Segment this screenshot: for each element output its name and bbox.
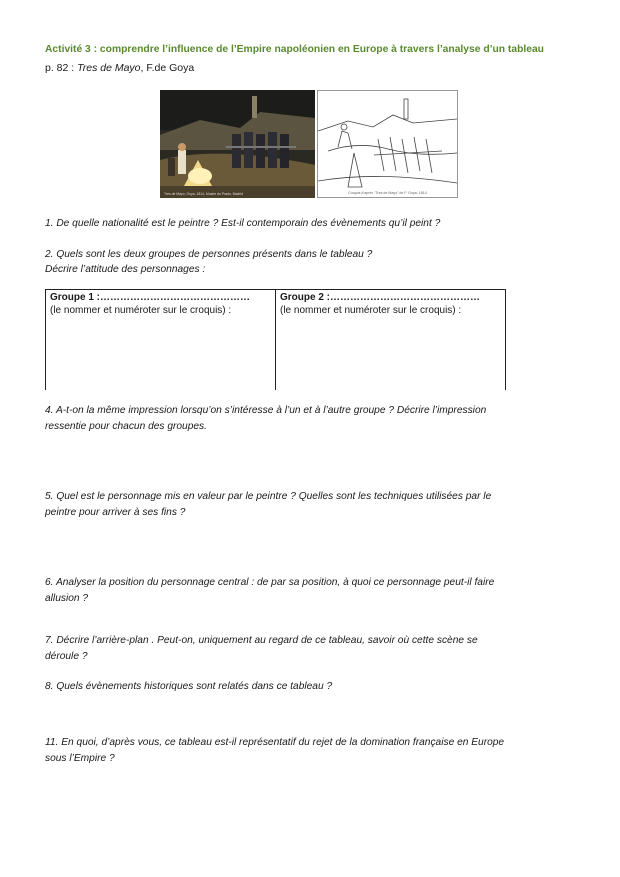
group-1-hint: (le nommer et numéroter sur le croquis) : <box>50 305 232 316</box>
question-6: 6. Analyser la position du personnage central : de par sa position, à quoi ce personnage peut-il faire <box>45 577 495 588</box>
group-2-hint: (le nommer et numéroter sur le croquis) : <box>280 305 462 316</box>
question-8: 8. Quels évènements historiques sont relatés dans ce tableau ? <box>45 681 333 692</box>
groups-table <box>45 289 506 390</box>
question-6-continued: allusion ? <box>45 593 89 604</box>
group-1-label: Groupe 1 :……………………………………… <box>50 292 251 303</box>
sketch-image <box>317 90 458 198</box>
question-2: 2. Quels sont les deux groupes de personnes présents dans le tableau ? <box>45 249 373 260</box>
question-11: 11. En quoi, d’après vous, ce tableau est-il représentatif du rejet de la domination française en Europe <box>45 737 505 748</box>
painting-image <box>160 90 315 198</box>
painting-caption: Tres de Mayo, Goya, 1814, Musée du Prado, Madrid <box>164 192 244 196</box>
sketch-graphic <box>318 91 457 197</box>
activity-title: Activité 3 : comprendre l’influence de l’Empire napoléonien en Europe à travers l’analyse d’un tableau <box>45 44 544 55</box>
ref-work-title: Tres de Mayo <box>77 62 141 74</box>
question-2-instruction: Décrire l’attitude des personnages : <box>45 264 206 275</box>
question-5-continued: peintre pour arriver à ses fins ? <box>45 507 186 518</box>
question-7-continued: déroule ? <box>45 651 88 662</box>
question-4: 4. A-t-on la même impression lorsqu’on s’intéresse à l’un et à l’autre groupe ? Décrire l’impression <box>45 405 487 416</box>
question-7: 7. Décrire l’arrière-plan . Peut-on, uniquement au regard de ce tableau, savoir où cette scène se <box>45 635 478 646</box>
question-1: 1. De quelle nationalité est le peintre ? Est-il contemporain des évènements qu’il peint ? <box>45 218 441 229</box>
group-1-cell[interactable] <box>46 290 276 391</box>
group-2-label: Groupe 2 :……………………………………… <box>280 292 481 303</box>
page-reference <box>45 62 194 74</box>
question-11-continued: sous l’Empire ? <box>45 753 115 764</box>
question-4-continued: ressentie pour chacun des groupes. <box>45 421 207 432</box>
ref-author: , F.de Goya <box>140 62 195 74</box>
groups-table-row <box>46 290 506 391</box>
painting-graphic <box>160 90 315 198</box>
sketch-caption: Croquis d’après “Tres de Mayo” de F. Goya, 1814 <box>348 191 427 195</box>
figure-block <box>160 90 458 200</box>
group-2-cell[interactable] <box>276 290 506 391</box>
question-5: 5. Quel est le personnage mis en valeur par le peintre ? Quelles sont les techniques utilisées par le <box>45 491 492 502</box>
ref-prefix: p. 82 : <box>45 62 78 74</box>
